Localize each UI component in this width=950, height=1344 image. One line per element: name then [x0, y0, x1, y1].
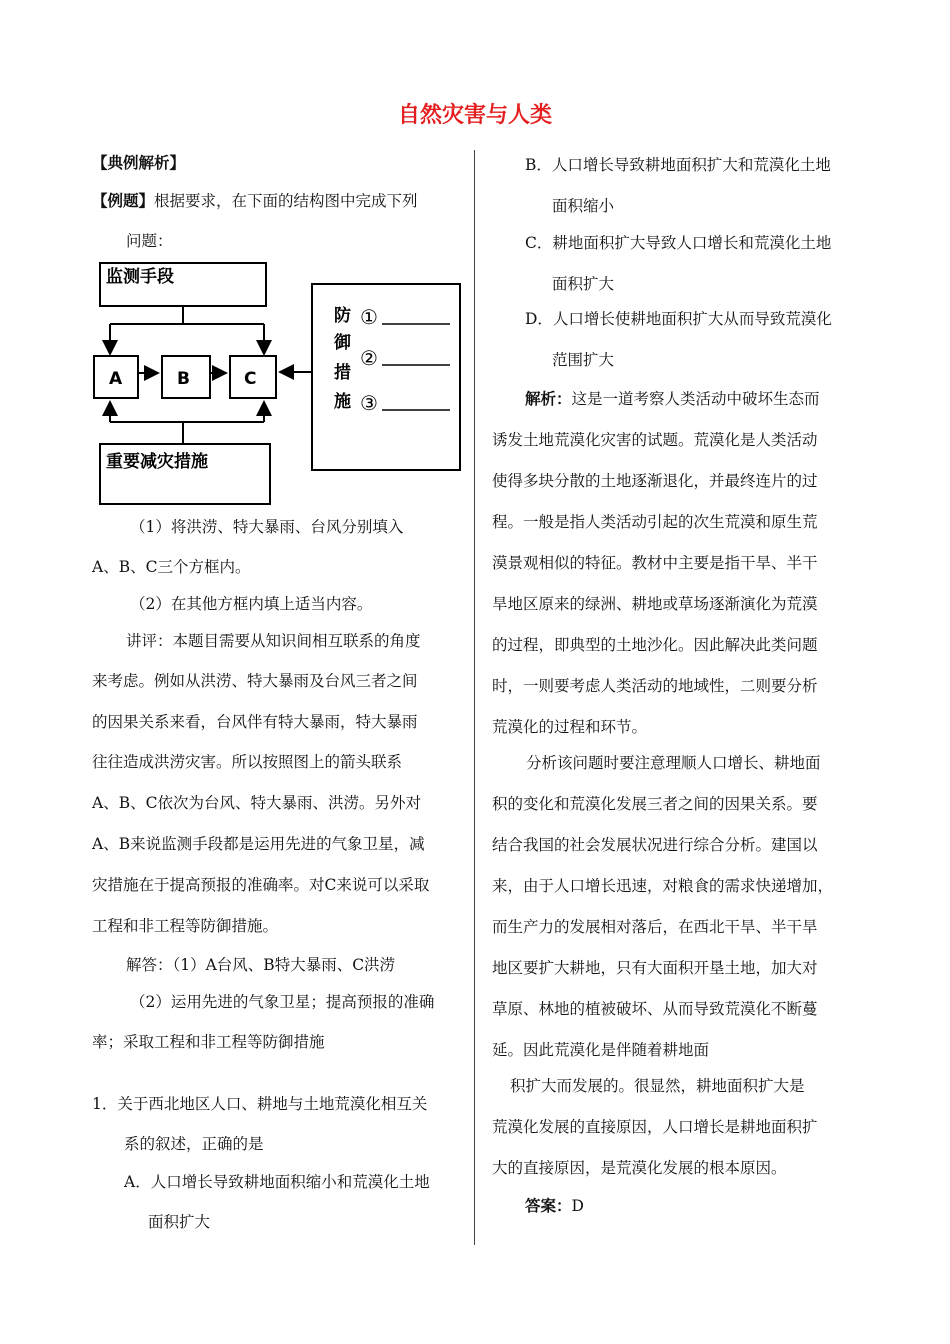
para3-line: 积扩大而发展的。很显然，耕地面积扩大是 [510, 1077, 805, 1095]
section-heading: 【典例解析】 [92, 154, 186, 172]
comment-line: 往往造成洪涝灾害。所以按照图上的箭头联系 [92, 753, 403, 771]
para2-line: 结合我国的社会发展状况进行综合分析。建国以 [492, 836, 818, 854]
defense-char-2: 御 [334, 333, 351, 353]
column-divider [474, 150, 475, 1245]
comment-line: 灾措施在于提高预报的准确率。对C来说可以采取 [92, 876, 430, 894]
analysis-line: 的过程，即典型的土地沙化。因此解决此类问题 [492, 636, 818, 654]
option-a-line-1: A．人口增长导致耕地面积缩小和荒漠化土地 [124, 1173, 430, 1191]
question-1-line-b: 系的叙述，正确的是 [124, 1135, 264, 1153]
final-answer [525, 1194, 584, 1216]
option-b-line-1: B．人口增长导致耕地面积扩大和荒漠化土地 [525, 156, 831, 174]
para2-line: 延。因此荒漠化是伴随着耕地面 [492, 1041, 710, 1059]
answer-value: D [571, 1197, 584, 1215]
para2-line: 草原、林地的植被破坏、从而导致荒漠化不断蔓 [492, 1000, 818, 1018]
comment-line: A、B来说监测手段都是运用先进的气象卫星，减 [92, 835, 425, 853]
analysis-first-line [525, 387, 820, 409]
box-a-label: A [109, 369, 123, 389]
para3-line: 荒漠化发展的直接原因，人口增长是耕地面积扩 [492, 1118, 818, 1136]
monitor-label: 监测手段 [106, 267, 174, 287]
box-c-label: C [244, 369, 257, 389]
answer-line-1: 解答：（1）A台风、B特大暴雨、C洪涝 [126, 956, 396, 974]
question-part-1a: （1）将洪涝、特大暴雨、台风分别填入 [130, 518, 404, 536]
para2-line: 积的变化和荒漠化发展三者之间的因果关系。要 [492, 795, 818, 813]
analysis-first-text: 这是一道考察人类活动中破坏生态而 [571, 390, 820, 408]
question-1-line-a: 1．关于西北地区人口、耕地与土地荒漠化相互关 [92, 1095, 428, 1113]
comment-line: 的因果关系来看，台风伴有特大暴雨，特大暴雨 [92, 713, 418, 731]
defense-char-4: 施 [334, 392, 351, 412]
comment-line: A、B、C依次为台风、特大暴雨、洪涝。另外对 [92, 794, 421, 812]
analysis-line: 使得多块分散的土地逐渐退化，并最终连片的过 [492, 472, 818, 490]
option-b-line-2: 面积缩小 [552, 197, 615, 215]
example-text-2: 问题： [126, 232, 173, 250]
defense-char-1: 防 [334, 306, 351, 326]
analysis-label: 解析： [525, 390, 572, 408]
comment-line: 来考虑。例如从洪涝、特大暴雨及台风三者之间 [92, 672, 418, 690]
answer-line-2b: 率；采取工程和非工程等防御措施 [92, 1033, 325, 1051]
question-part-1b: A、B、C三个方框内。 [92, 558, 251, 576]
answer-line-2a: （2）运用先进的气象卫星；提高预报的准确 [130, 993, 435, 1011]
relief-label: 重要减灾措施 [106, 452, 208, 472]
diagram-svg [92, 258, 464, 508]
question-part-2: （2）在其他方框内填上适当内容。 [130, 595, 373, 613]
option-a-line-2: 面积扩大 [148, 1213, 211, 1231]
option-d-line-1: D．人口增长使耕地面积扩大从而导致荒漠化 [525, 310, 832, 328]
para3-line: 大的直接原因，是荒漠化发展的根本原因。 [492, 1159, 787, 1177]
comment-line: 讲评：本题目需要从知识间相互联系的角度 [126, 632, 421, 650]
para2-line: 而生产力的发展相对落后，在西北干旱、半干旱 [492, 918, 818, 936]
example-line-1 [92, 189, 418, 211]
analysis-line: 诱发土地荒漠化灾害的试题。荒漠化是人类活动 [492, 431, 818, 449]
comment-line: 工程和非工程等防御措施。 [92, 917, 279, 935]
defense-char-3: 措 [334, 363, 351, 383]
example-text-1: 根据要求，在下面的结构图中完成下列 [154, 192, 418, 210]
para2-line: 来，由于人口增长迅速，对粮食的需求快递增加， [492, 877, 834, 895]
defense-num-1: ① [360, 305, 378, 329]
para2-line: 分析该问题时要注意理顺人口增长、耕地面 [526, 754, 821, 772]
option-c-line-1: C．耕地面积扩大导致人口增长和荒漠化土地 [525, 234, 832, 252]
option-d-line-2: 范围扩大 [552, 351, 615, 369]
analysis-line: 程。一般是指人类活动引起的次生荒漠和原生荒 [492, 513, 818, 531]
answer-label: 答案： [525, 1197, 572, 1215]
page-title: 自然灾害与人类 [397, 103, 552, 128]
box-b-label: B [177, 369, 190, 389]
structure-diagram [92, 258, 464, 508]
example-label: 【例题】 [92, 192, 155, 210]
defense-num-2: ② [360, 346, 378, 370]
analysis-line: 荒漠化的过程和环节。 [492, 718, 648, 736]
analysis-line: 时，一则要考虑人类活动的地域性，二则要分析 [492, 677, 818, 695]
option-c-line-2: 面积扩大 [552, 275, 615, 293]
analysis-line: 旱地区原来的绿洲、耕地或草场逐渐演化为荒漠 [492, 595, 818, 613]
defense-num-3: ③ [360, 391, 378, 415]
para2-line: 地区要扩大耕地，只有大面积开垦土地，加大对 [492, 959, 818, 977]
analysis-line: 漠景观相似的特征。教材中主要是指干旱、半干 [492, 554, 818, 572]
